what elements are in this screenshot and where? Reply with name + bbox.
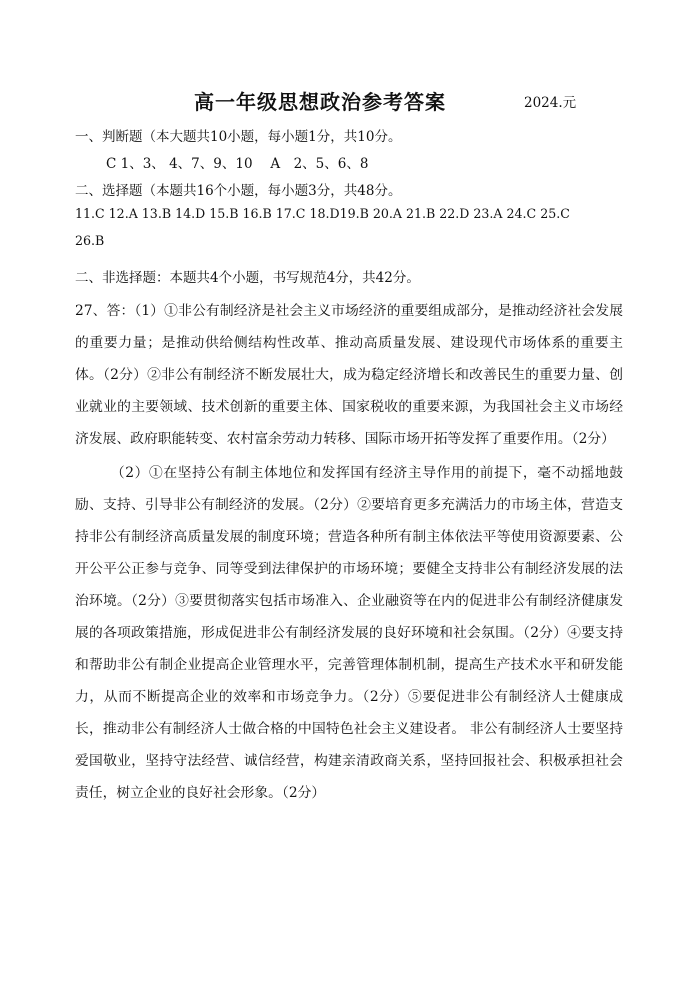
question-27-part2: （2）①在坚持公有制主体地位和发挥国有经济主导作用的前提下，毫不动摇地鼓励、支持、引导非公有制经济的发展。（2分）②要培育更多充满活力的市场主体，营造支持非公有制经济高质量发展的制度环境；营造各种所有制主体依法平等使用资源要素、公开公平公正参与竞争、同等受到法律保护的市场环境；要健全支持非公有制经济发展的法治环境。（2分）③要贯彻落实包括市场准入、企业融资等在内的促进非公有制经济健康发展的各项政策措施，形成促进非公有制经济发展的良好环境和社会氛围。（2分）④要支持和帮助非公有制企业提高企业管理水平，完善管理体制机制，提高生产技术水平和研发能力，从而不断提高企业的效率和市场竞争力。（2分）⑤要促进非公有制经济人士健康成长，推动非公有制经济人士做合格的中国特色社会主义建设者。 非公有制经济人士要坚持爱国敬业，坚持守法经营、诚信经营，构建亲清政商关系，坚持回报社会、积极承担社会责任，树立企业的良好社会形象。（2分） xyxy=(75,465,623,801)
title-row xyxy=(0,86,696,114)
section3-heading: 二、非选择题：本题共4个小题，书写规范4分，共42分。 xyxy=(75,270,420,286)
section1-answers: C 1、3、 4、7、9、10 A 2、5、6、8 xyxy=(106,156,369,172)
section2-answers-line2: 26.B xyxy=(75,233,105,248)
page-title: 高一年级思想政治参考答案 xyxy=(194,90,446,114)
section2-answers-line1: 11.C 12.A 13.B 14.D 15.B 16.B 17.C 18.D19.B 20.A 21.B 22.D 23.A 24.C 25.C xyxy=(75,206,570,221)
section2-heading: 二、选择题（本题共16个小题，每小题3分，共48分。 xyxy=(75,183,402,199)
question-27-part1: 27、答：（1）①非公有制经济是社会主义市场经济的重要组成部分，是推动经济社会发展的重要力量；是推动供给侧结构性改革、推动高质量发展、建设现代市场体系的重要主体。（2分）②非公有制经济不断发展壮大，成为稳定经济增长和改善民生的重要力量、创业就业的主要领域、技术创新的重要主体、国家税收的重要来源，为我国社会主义市场经济发展、政府职能转变、农村富余劳动力转移、国际市场开拓等发挥了重要作用。（2分） xyxy=(75,303,623,447)
section1-heading: 一、判断题（本大题共10小题，每小题1分，共10分。 xyxy=(75,129,402,145)
document-date: 2024.元 xyxy=(524,95,577,111)
